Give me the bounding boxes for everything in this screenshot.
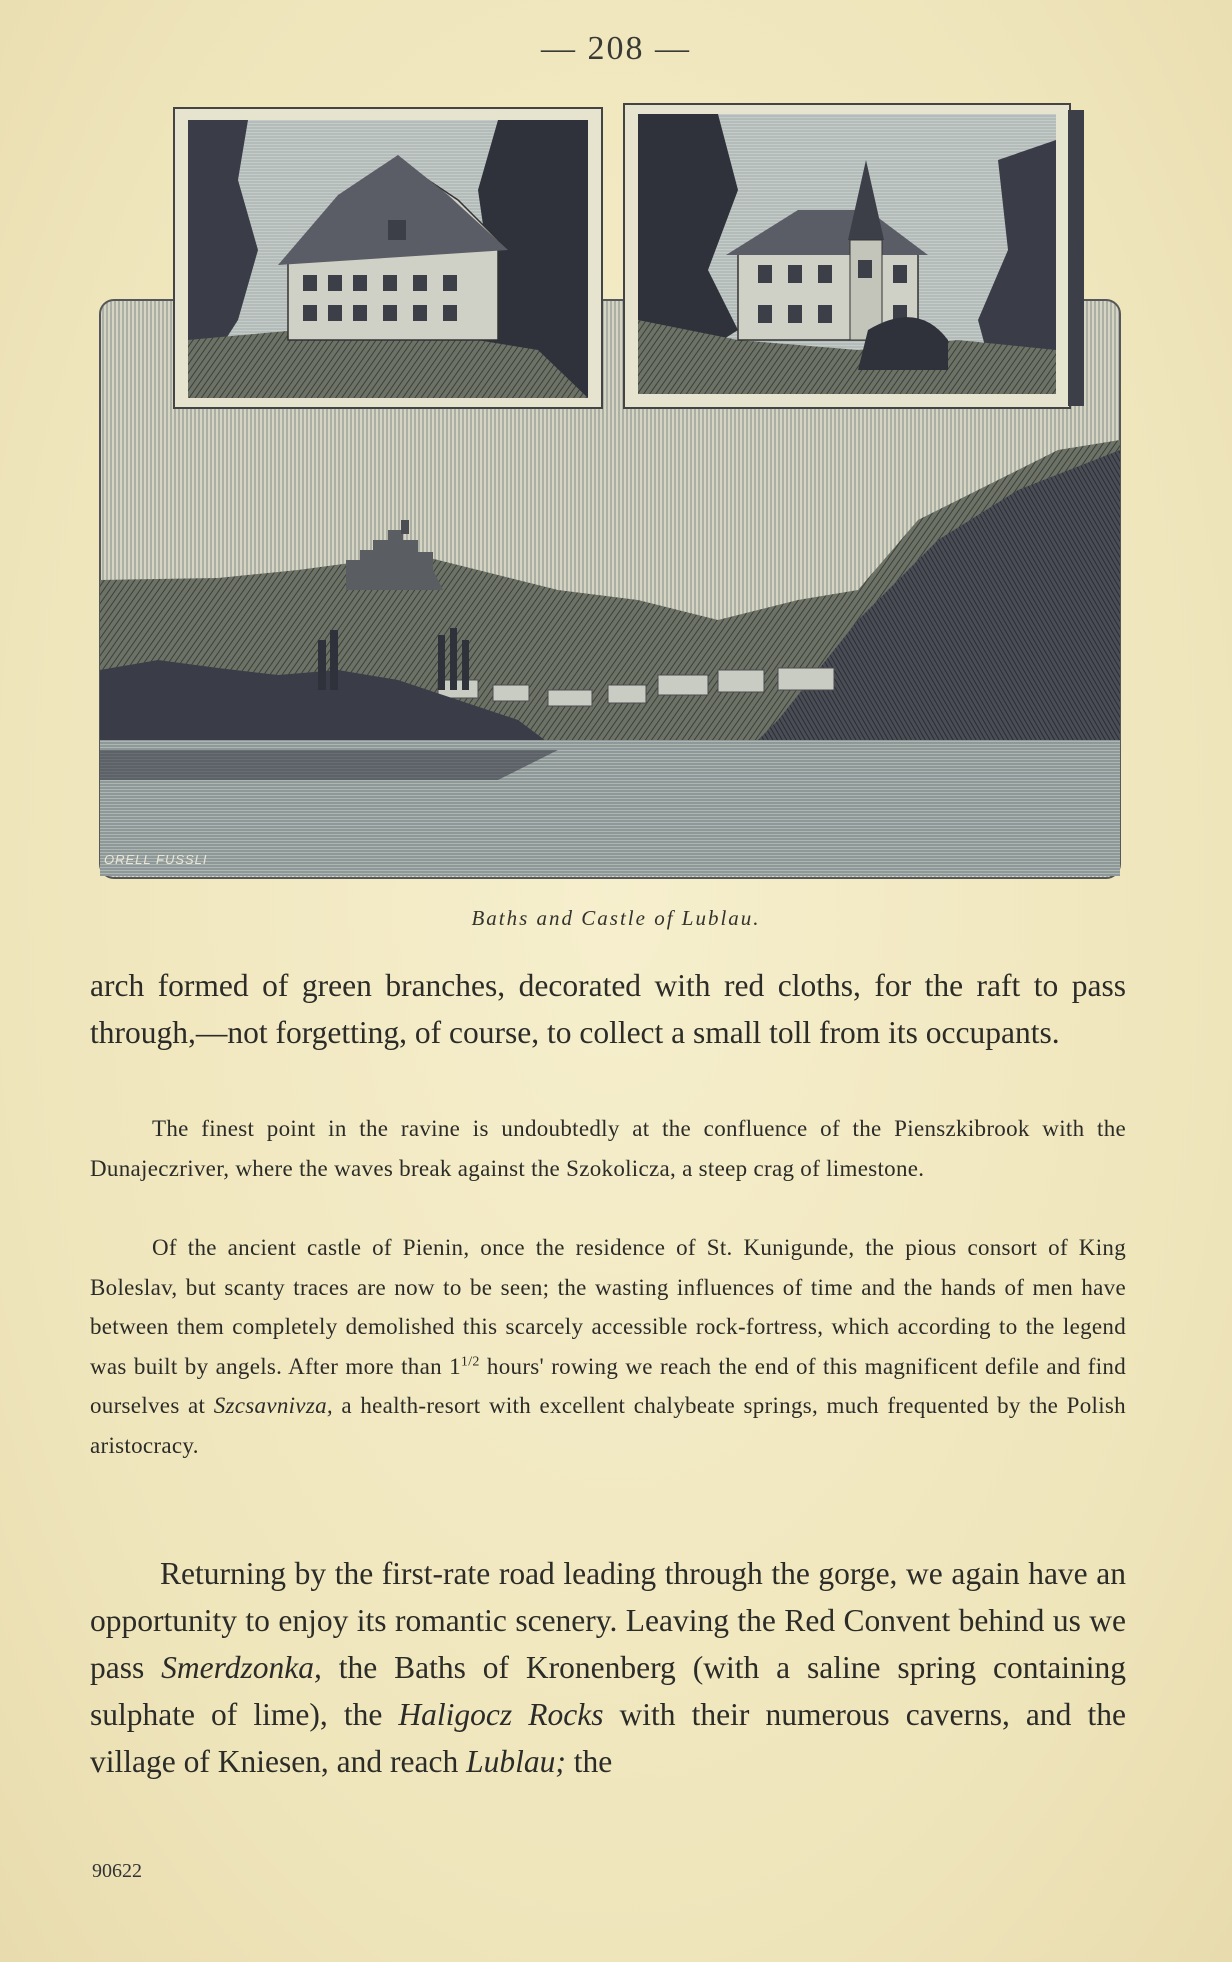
paragraph-3-text-b: hours' rowing we reach the end of this magnificent defile and find ourselves at: [90, 1353, 1126, 1418]
fraction-one-half: 1/2: [460, 1353, 480, 1369]
paragraph-2-text: The finest point in the ravine is undoubtedly at the confluence of the Pienszkibrook with the Dunajeczriver, where the waves break against the Szokolicza, a steep crag of limestone.: [90, 1116, 1126, 1181]
paragraph-4-text-d: the: [565, 1744, 613, 1779]
engraver-signature: ORELL FUSSLI: [104, 852, 208, 867]
paragraph-4: [90, 1550, 1126, 1785]
place-lublau: Lublau;: [466, 1744, 566, 1779]
footer-code: 90622: [92, 1860, 142, 1882]
paragraph-2: [90, 1109, 1126, 1188]
place-smerdzonka: Smerdzonka,: [161, 1650, 322, 1685]
paragraph-3-text: Of the ancient castle of Pienin, once the residence of St. Kunigunde, the pious consort of King Boleslav, but scanty traces are now to be seen; the wasting influences of time and the hands of men have between them completely demolished this scarcely accessible rock-fortress, which according to the legend was built by angels. After more than 1: [90, 1235, 1126, 1379]
paragraph-1: [90, 962, 1126, 1056]
paragraph-4-text: Returning by the first-rate road leading through the gorge, we again have an opportunity to enjoy its romantic scenery. Leaving the Red Convent behind us we pass: [90, 1556, 1126, 1685]
paragraph-4-text-c: with their numerous caverns, and the village of Kniesen, and reach: [90, 1697, 1126, 1779]
paragraph-1-text: arch formed of green branches, decorated with red cloths, for the raft to pass through,—not forgetting, of course, to collect a small toll from its occupants.: [90, 968, 1126, 1050]
engraving-plate: [98, 100, 1124, 880]
place-szcsavnivza: Szcsavnivza,: [213, 1393, 333, 1418]
place-haligocz-rocks: Haligocz Rocks: [398, 1697, 604, 1732]
inset-villa-right: [624, 104, 1084, 408]
paragraph-3: [90, 1228, 1126, 1465]
page-number: — 208 —: [541, 30, 691, 67]
plate-caption: Baths and Castle of Lublau.: [471, 906, 761, 930]
paragraph-3-text-c: a health-resort with excellent chalybeate springs, much frequented by the Polish aristocracy.: [90, 1393, 1126, 1458]
inset-villa-left: [174, 108, 602, 408]
paragraph-4-text-b: the Baths of Kronenberg (with a saline spring containing sulphate of lime), the: [90, 1650, 1126, 1732]
engraving-illustration: [98, 100, 1124, 880]
